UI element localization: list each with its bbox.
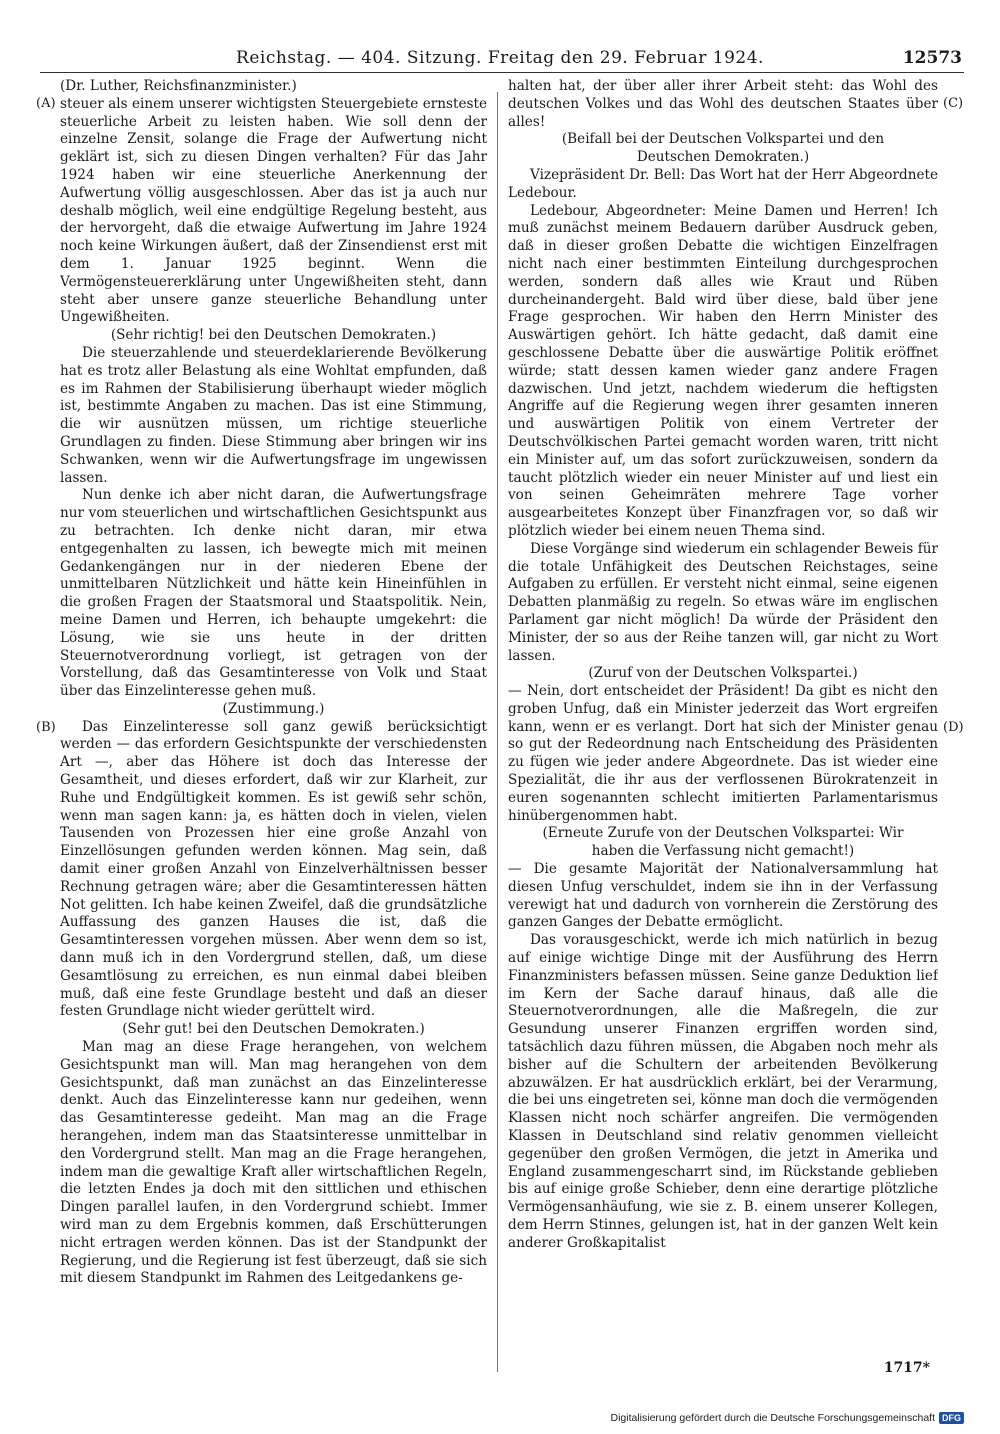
interjection: (Sehr gut! bei den Deutschen Demokraten.) bbox=[122, 1021, 425, 1038]
paragraph: Die steuerzahlende und steuerdeklarierende Bevölkerung hat es trotz aller Belastung als eine Wohltat empfunden, daß es im Rahmen der Stabilisierung überhaupt wieder möglich ist, bestimmte Angaben zu machen. Das ist eine Stimmung, die wir ausnützen müssen, um richtige steuerliche Grundlagen zu finden. Diese Stimmung aber bringen wir ins Schwanken, wenn wir die Aufwertungsfrage im ungewissen lassen. bbox=[60, 344, 487, 486]
paragraph: — Die gesamte Majorität der Nationalversammlung hat diesen Unfug verschuldet, indem sie ihn in der Verfassung verewigt hat und dadurch von vornherein die Zerstörung des ganzen Ganges der Debatte ermöglicht. bbox=[508, 861, 938, 931]
interjection: (Erneute Zurufe von der Deutschen Volkspartei: Wir haben die Verfassung nicht gemacht!) bbox=[542, 825, 904, 860]
signature-mark: 1717* bbox=[883, 1360, 930, 1376]
speaker-tag: (Dr. Luther, Reichsfinanzminister.) bbox=[60, 78, 297, 94]
page-number: 12573 bbox=[902, 48, 962, 68]
interjection: (Zustimmung.) bbox=[222, 700, 325, 717]
interjection: (Beifall bei der Deutschen Volkspartei und den Deutschen Demokraten.) bbox=[561, 131, 885, 166]
speaker-paragraph: Vizepräsident Dr. Bell: Das Wort hat der Herr Abgeordnete Ledebour. bbox=[508, 166, 938, 201]
running-title: Reichstag. — 404. Sitzung. Freitag den 29. Februar 1924. bbox=[236, 48, 764, 68]
paragraph: halten hat, der über aller ihrer Arbeit steht: das Wohl des deutschen Volkes und das Wohl des deutschen Staates über alles! bbox=[508, 78, 938, 130]
paragraph: Man mag an diese Frage herangehen, von welchem Gesichtspunkt man will. Man mag herangehen von dem Gesichtspunkt, daß man zunächst an das Einzelinteresse denkt. Auch das Einzelinteresse kann nur gedeihen, wenn das Gesamtinteresse gedeiht. Man mag an die Frage herangehen, indem man das Staatsinteresse unmittelbar in den Vordergrund stellt. Man mag an die Frage herangehen, indem man die gewaltige Kraft aller wirtschaftlichen Regeln, die letzten Endes ja doch mit den sittlichen und ethischen Dingen parallel laufen, in den Vordergrund schiebt. Immer wird man zu dem Ergebnis kommen, daß Erschütterungen nicht ertragen werden können. Das ist der Standpunkt der Regierung, und die Regierung ist fest überzeugt, daß sie sich mit diesem Standpunkt im Rahmen des Leitgedankens ge- bbox=[60, 1039, 487, 1287]
margin-mark-d: (D) bbox=[943, 720, 964, 735]
interjection: (Zuruf von der Deutschen Volkspartei.) bbox=[588, 665, 858, 682]
dfg-logo-icon: DFG bbox=[939, 1412, 964, 1424]
digitization-credit bbox=[610, 1412, 964, 1424]
paragraph: steuer als einem unserer wichtigsten Steuergebiete ernsteste steuerliche Arbeit zu leisten haben. Wie soll denn der einzelne Zensit, solange die Frage der Aufwertung nicht geklärt ist, sich zu diesen Dingen verhalten? Für das Jahr 1924 haben wir eine steuerliche Anerkennung der Aufwertung völlig ausgeschlossen. Aber das ist ja auch nur deshalb möglich, weil eine endgültige Regelung besteht, aus der hervorgeht, daß die etwaige Aufwertung im Jahre 1924 noch keine Wirkungen äußert, daß der Zinsendienst erst mit dem 1. Januar 1925 beginnt. Wenn die Vermögensteuererklärung unter Ungewißheiten steht, dann steht aber unsere ganze steuerliche Behandlung unter Ungewißheiten. bbox=[60, 95, 487, 326]
paragraph: Das Einzelinteresse soll ganz gewiß berücksichtigt werden — das erfordern Gesichtspunkte der verschiedensten Art —, aber das Höhere ist doch das Interesse der Gesamtheit, und dieses erfordert, daß wir zur Klarheit, zur Ruhe und Endgültigkeit kommen. Es ist gewiß sehr schön, wenn man sagen kann: ja, es hätten doch in vielen, vielen Tausenden von Prozessen hier eine große Anzahl von Einzellösungen gefunden werden können. Mag sein, daß damit einer großen Anzahl von Einzelverhältnissen besser Rechnung getragen wäre; aber die Gesamtinteressen hätten Not gelitten. Ich habe keinen Zweifel, daß die grundsätzliche Auffassung des ganzen Hauses die ist, daß die Gesamtinteressen vorgehen müssen. Aber wenn dem so ist, dann muß ich in den Vordergrund stellen, daß, um diese Gesamtlösung zu erreichen, es nun einmal dabei bleiben muß, daß eine feste Grundlage besteht und daß an dieser festen Grundlage nicht wieder gerüttelt wird. bbox=[60, 718, 487, 1020]
paragraph: — Nein, dort entscheidet der Präsident! Da gibt es nicht den groben Unfug, daß ein Minister jederzeit das Wort ergreifen kann, wenn er es verlangt. Dort hat sich der Minister genau so gut der Redeordnung nach Entscheidung des Präsidenten zu fügen wie jeder andere Abgeordnete. Das ist wieder eine Spezialität, die ihr aus der verflossenen Bürokratenzeit in euren sogenannten schlecht imitierten Parlamentarismus hinübergenommen habt. bbox=[508, 683, 938, 824]
margin-mark-a: (A) bbox=[36, 96, 56, 111]
margin-mark-c: (C) bbox=[943, 96, 964, 111]
paragraph: Das vorausgeschickt, werde ich mich natürlich in bezug auf einige wichtige Dinge mit der Ausführung des Herrn Finanzministers befassen müssen. Seine ganze Deduktion lief im Kern der Sache darauf hinaus, daß alle die Steuernotverordnungen, alle die Maßregeln, die zur Gesundung unserer Finanzen ergriffen worden sind, tatsächlich dazu führen müssen, die Abgaben noch mehr als bisher auf die Schultern der arbeitenden Bevölkerung abzuwälzen. Er hat ausdrücklich erklärt, bei der Verarmung, die bei uns eingetreten sei, könne man doch die vermögenden Klassen nicht noch schärfer angreifen. Die vermögenden Klassen in Deutschland sind relativ genommen vielleicht gegenüber den großen Vermögen, die jetzt in Amerika und England zusammengescharrt sind, im Rückstande geblieben bis auf einige große Schieber, denn eine derartige plötzliche Vermögensanhäufung, wie sie z. B. einem unserer Kollegen, dem Herrn Stinnes, gelungen ist, hat in der ganzen Welt kein anderer Großkapitalist bbox=[508, 932, 938, 1251]
header-rule bbox=[40, 72, 964, 73]
credit-text: Digitalisierung gefördert durch die Deutsche Forschungsgemeinschaft bbox=[610, 1412, 935, 1424]
right-column bbox=[508, 78, 938, 1388]
column-divider bbox=[497, 92, 498, 1372]
paragraph: Diese Vorgänge sind wiederum ein schlagender Beweis für die totale Unfähigkeit des Deutschen Reichstages, seine Aufgaben zu erfüllen. Er versteht nicht einmal, seine eigenen Debatten planmäßig zu regeln. So etwas wäre im englischen Parlament gar nicht möglich! Da würde der Präsident den Minister, der so aus der Reihe tanzen will, gar nicht zu Wort lassen. bbox=[508, 540, 938, 664]
speaker-paragraph: Ledebour, Abgeordneter: Meine Damen und Herren! Ich muß zunächst meinem Bedauern darüber Ausdruck geben, daß in dieser großen Debatte die wichtigen Einzelfragen nicht nach einer bestimmten Einteilung durchgesprochen werden, sondern daß alles wie Kraut und Rüben durcheinandergeht. Bald wird über diese, bald über jene Frage gesprochen. Wir haben den Herrn Minister des Auswärtigen gehört. Ich hätte gedacht, daß damit eine geschlossene Debatte über die auswärtige Politik eröffnet würde; statt dessen kamen wieder ganz andere Fragen dazwischen. Und jetzt, nachdem wiederum die heftigsten Angriffe auf die Regierung wegen ihrer gesamten inneren und auswärtigen Politik von einem Vertreter der Deutschvölkischen Partei gemacht worden waren, tritt nicht ein Minister auf, um das sofort zurückzuweisen, sondern da taucht plötzlich wieder ein neuer Minister auf und liest ein von seinen Geheimräten mehrere Tage vorher ausgearbeitetes Konzept über Finanzfragen vor, so daß wir plötzlich wieder bei einem neuen Thema sind. bbox=[508, 202, 938, 539]
interjection: (Sehr richtig! bei den Deutschen Demokraten.) bbox=[110, 327, 437, 344]
left-column bbox=[60, 78, 487, 1388]
margin-mark-b: (B) bbox=[36, 720, 56, 735]
paragraph: Nun denke ich aber nicht daran, die Aufwertungsfrage nur vom steuerlichen und wirtschaftlichen Gesichtspunkt aus zu betrachten. Ich denke nicht daran, mir etwa entgegenhalten zu lassen, ich bewegte mich mit meinen Gedankengängen nur in der niederen Ebene der unmittelbaren Nützlichkeit und hätte kein Hineinfühlen in die großen Fragen der Staatsmoral und Staatspolitik. Nein, meine Damen und Herren, ich behaupte umgekehrt: die Lösung, wie sie uns heute in der dritten Steuernotverordnung vorliegt, ist getragen von der Vorstellung, daß das Gesamtinteresse von Volk und Staat über das Einzelinteresse gehen muß. bbox=[60, 487, 487, 700]
page-header bbox=[0, 44, 1000, 74]
